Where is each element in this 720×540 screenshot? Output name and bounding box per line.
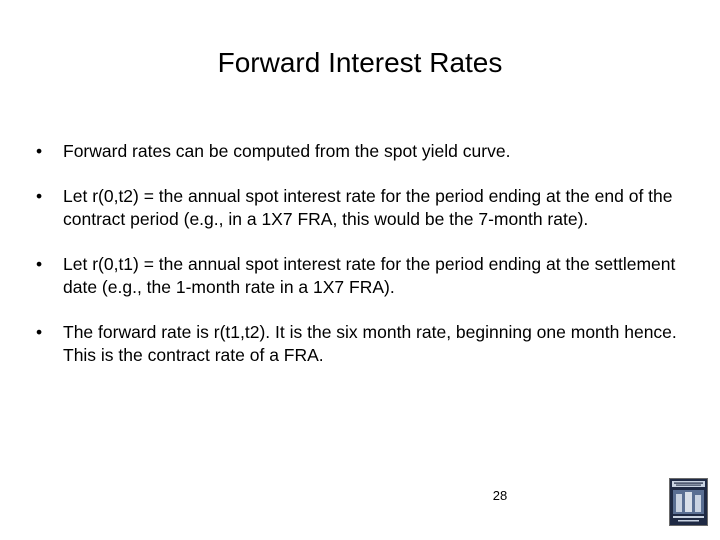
book-cover-image xyxy=(669,478,708,526)
cover-author-line xyxy=(673,516,704,518)
cover-pillar-right xyxy=(695,495,701,512)
book-cover-art xyxy=(670,479,707,525)
bullet-dot-icon: • xyxy=(36,141,43,161)
cover-publisher-line xyxy=(678,520,699,522)
bullet-list xyxy=(36,140,686,367)
cover-title-line xyxy=(674,483,703,484)
bullet-dot-icon: • xyxy=(36,322,43,342)
bullet-text: The forward rate is r(t1,t2). It is the six month rate, beginning one month hence. This is the contract rate of a FRA. xyxy=(63,322,677,365)
bullet-item xyxy=(36,140,686,163)
cover-pillar-left xyxy=(676,494,682,512)
bullet-text: Let r(0,t2) = the annual spot interest rate for the period ending at the end of the contract period (e.g., in a 1X7 FRA, this would be the 7-month rate). xyxy=(63,186,673,229)
bullet-text: Forward rates can be computed from the spot yield curve. xyxy=(63,141,511,161)
page-number: 28 xyxy=(492,488,508,503)
slide-title: Forward Interest Rates xyxy=(217,47,503,78)
bullet-item xyxy=(36,321,686,367)
cover-title-band xyxy=(672,481,705,487)
cover-pillar-center xyxy=(685,492,692,512)
bullet-dot-icon: • xyxy=(36,254,43,274)
bullet-item xyxy=(36,253,686,299)
bullet-dot-icon: • xyxy=(36,186,43,206)
cover-subtitle-line xyxy=(676,485,701,486)
bullet-item xyxy=(36,185,686,231)
bullet-text: Let r(0,t1) = the annual spot interest rate for the period ending at the settlement date (e.g., the 1-month rate in a 1X7 FRA). xyxy=(63,254,676,297)
